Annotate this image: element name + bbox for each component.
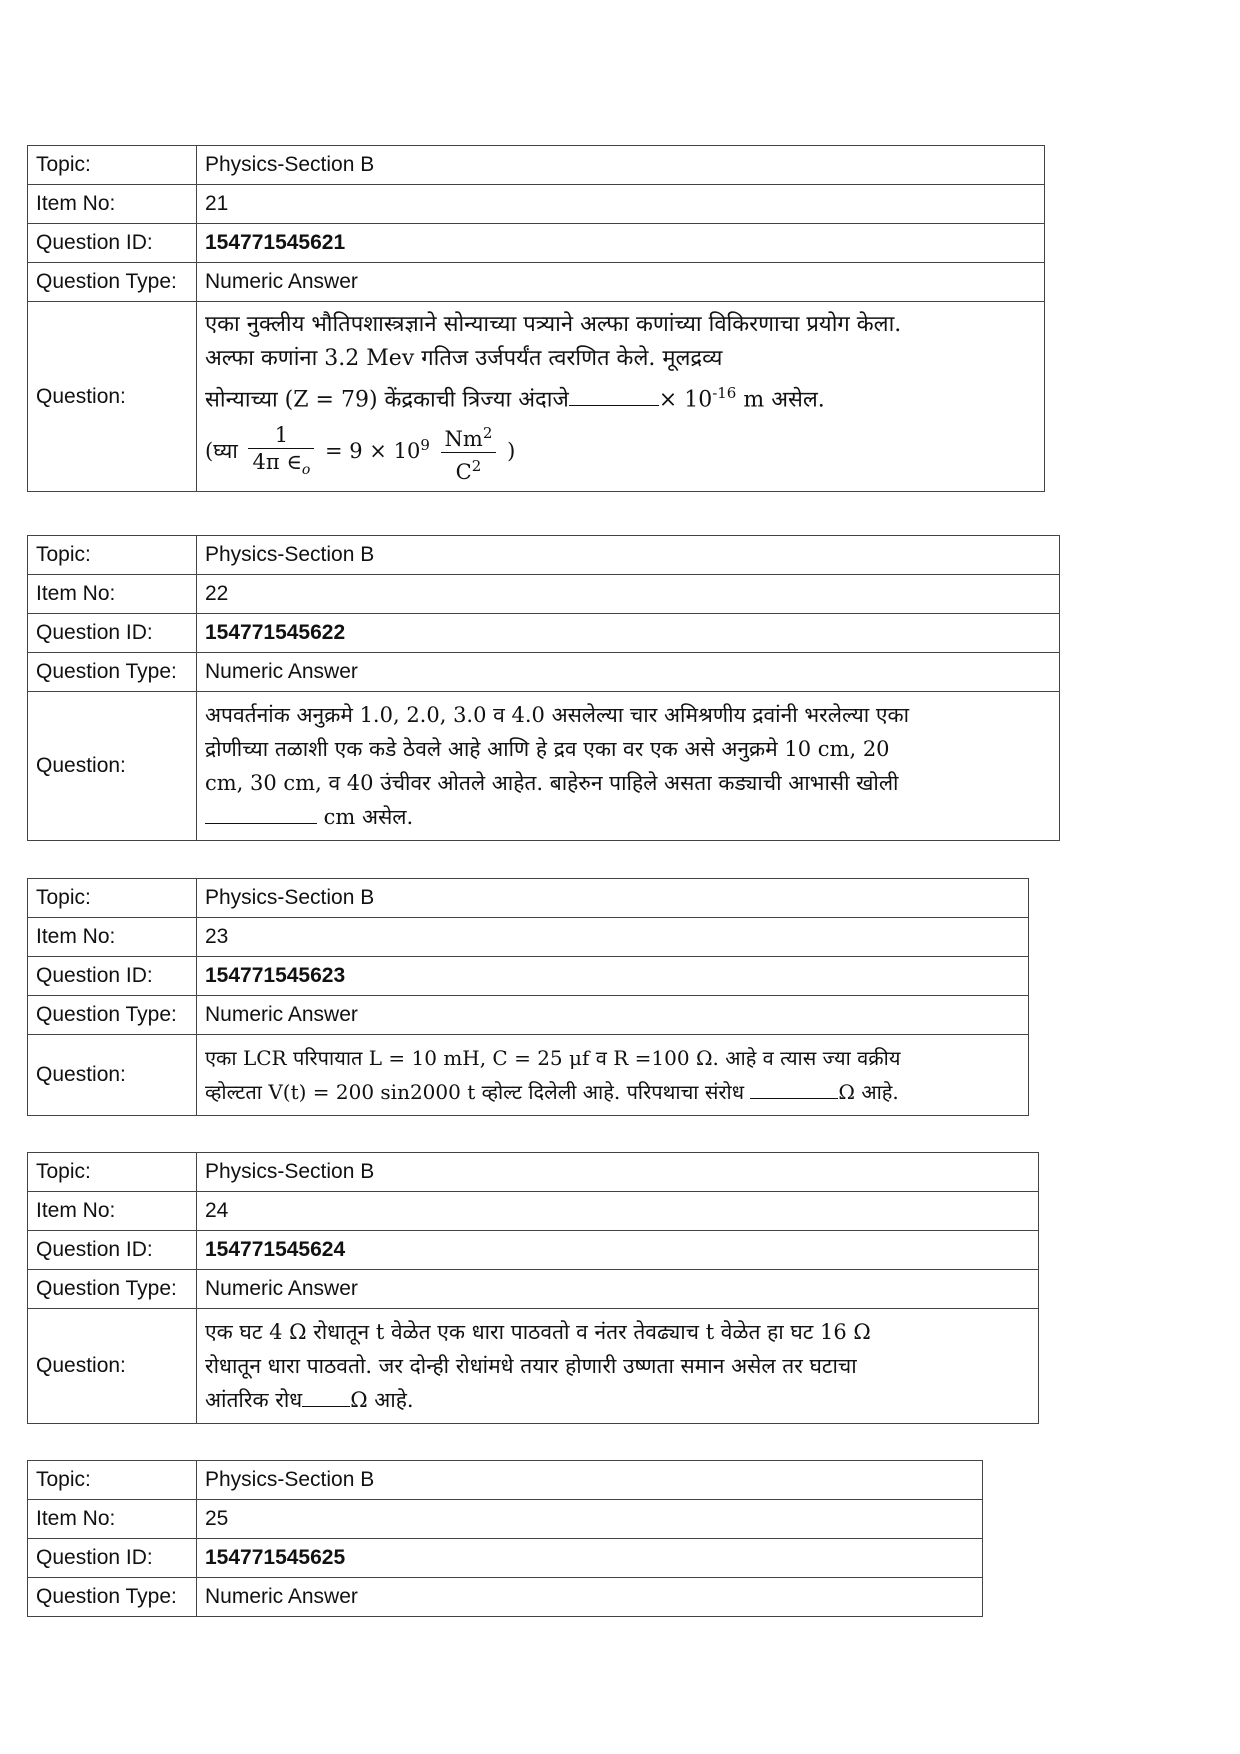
given-prefix: (घ्या bbox=[205, 439, 238, 464]
item-no-value: 23 bbox=[197, 918, 1029, 957]
question-line: अल्फा कणांना 3.2 Mev गतिज उर्जपर्यंत त्वरणित केले. मूलद्रव्य bbox=[205, 346, 723, 371]
question-id-value: 154771545622 bbox=[197, 614, 1060, 653]
question-line: एक घट 4 Ω रोधातून t वेळेत एक धारा पाठवतो व नंतर तेवढ्याच t वेळेत हा घट 16 Ω bbox=[205, 1320, 871, 1344]
question-text bbox=[197, 1035, 1029, 1116]
question-type-value: Numeric Answer bbox=[197, 1270, 1039, 1309]
item-no-label: Item No: bbox=[28, 185, 197, 224]
denominator-text: C bbox=[455, 460, 472, 485]
question-type-label: Question Type: bbox=[28, 263, 197, 302]
answer-blank bbox=[750, 1076, 838, 1099]
question-text-segment: Ω आहे. bbox=[350, 1388, 414, 1412]
question-table-24 bbox=[27, 1152, 1039, 1424]
topic-value: Physics-Section B bbox=[197, 536, 1060, 575]
fraction-denominator bbox=[248, 449, 314, 483]
item-no-label: Item No: bbox=[28, 918, 197, 957]
question-table-22 bbox=[27, 535, 1060, 841]
topic-value: Physics-Section B bbox=[197, 1153, 1039, 1192]
question-line bbox=[205, 1075, 1020, 1109]
question-text bbox=[197, 302, 1045, 492]
numerator-text: Nm bbox=[444, 427, 483, 452]
question-table-25 bbox=[27, 1460, 983, 1617]
question-text-segment: cm असेल. bbox=[317, 805, 414, 829]
question-line: cm, 30 cm, व 40 उंचीवर ओतले आहेत. बाहेरुन पाहिले असता कड्याची आभासी खोली bbox=[205, 771, 899, 795]
question-text-segment: व्होल्टता V(t) = 200 sin2000 t व्होल्ट दिलेली आहे. परिपथाचा संरोध bbox=[205, 1080, 751, 1104]
question-text-segment: आंतरिक रोध bbox=[205, 1388, 303, 1412]
question-table-23 bbox=[27, 878, 1029, 1116]
item-no-value: 22 bbox=[197, 575, 1060, 614]
question-line: अपवर्तनांक अनुक्रमे 1.0, 2.0, 3.0 व 4.0 असलेल्या चार अमिश्रणीय द्रवांनी भरलेल्या एका bbox=[205, 703, 910, 727]
question-id-label: Question ID: bbox=[28, 957, 197, 996]
question-text bbox=[197, 692, 1060, 841]
fraction-denominator bbox=[441, 453, 497, 485]
question-type-value: Numeric Answer bbox=[197, 263, 1045, 302]
fraction-numerator bbox=[441, 420, 497, 453]
question-text-segment: सोन्याच्या (Z = 79) केंद्रकाची त्रिज्या अंदाजे bbox=[205, 387, 569, 413]
item-no-value: 21 bbox=[197, 185, 1045, 224]
question-type-label: Question Type: bbox=[28, 1270, 197, 1309]
question-id-label: Question ID: bbox=[28, 1231, 197, 1270]
item-no-value: 24 bbox=[197, 1192, 1039, 1231]
topic-value: Physics-Section B bbox=[197, 146, 1045, 185]
answer-blank bbox=[205, 801, 317, 824]
exponent: -16 bbox=[712, 384, 737, 402]
equation-text: = 9 × 10 bbox=[325, 439, 421, 464]
exponent: 9 bbox=[420, 436, 430, 455]
question-type-label: Question Type: bbox=[28, 1578, 197, 1617]
question-line: द्रोणीच्या तळाशी एक कडे ठेवले आहे आणि हे द्रव एका वर एक असे अनुक्रमे 10 cm, 20 bbox=[205, 737, 890, 761]
question-line bbox=[205, 1383, 1030, 1417]
question-label: Question: bbox=[28, 302, 197, 492]
question-text-segment: m असेल. bbox=[736, 387, 825, 413]
question-id-value: 154771545625 bbox=[197, 1539, 983, 1578]
subscript: o bbox=[301, 462, 311, 479]
item-no-label: Item No: bbox=[28, 575, 197, 614]
question-text-segment: × 10 bbox=[658, 387, 713, 413]
question-id-label: Question ID: bbox=[28, 614, 197, 653]
fraction-units bbox=[441, 420, 497, 485]
item-no-label: Item No: bbox=[28, 1500, 197, 1539]
question-type-value: Numeric Answer bbox=[197, 653, 1060, 692]
exponent: 2 bbox=[471, 457, 482, 476]
topic-value: Physics-Section B bbox=[197, 1461, 983, 1500]
topic-label: Topic: bbox=[28, 1153, 197, 1192]
question-line bbox=[205, 376, 1036, 417]
question-label: Question: bbox=[28, 1035, 197, 1116]
question-id-label: Question ID: bbox=[28, 1539, 197, 1578]
question-type-label: Question Type: bbox=[28, 996, 197, 1035]
question-type-value: Numeric Answer bbox=[197, 1578, 983, 1617]
question-id-label: Question ID: bbox=[28, 224, 197, 263]
given-suffix: ) bbox=[507, 439, 516, 464]
question-line: रोधातून धारा पाठवतो. जर दोन्ही रोधांमधे तयार होणारी उष्णता समान असेल तर घटाचा bbox=[205, 1354, 857, 1378]
answer-blank bbox=[302, 1384, 350, 1407]
question-label: Question: bbox=[28, 692, 197, 841]
question-text-segment: Ω आहे. bbox=[838, 1080, 899, 1104]
denominator-text: 4π ∈ bbox=[252, 450, 302, 475]
answer-blank bbox=[569, 383, 659, 406]
item-no-value: 25 bbox=[197, 1500, 983, 1539]
exponent: 2 bbox=[482, 424, 493, 443]
item-no-label: Item No: bbox=[28, 1192, 197, 1231]
question-line bbox=[205, 800, 1051, 834]
question-label: Question: bbox=[28, 1309, 197, 1424]
question-id-value: 154771545621 bbox=[197, 224, 1045, 263]
topic-value: Physics-Section B bbox=[197, 879, 1029, 918]
question-type-value: Numeric Answer bbox=[197, 996, 1029, 1035]
question-id-value: 154771545623 bbox=[197, 957, 1029, 996]
topic-label: Topic: bbox=[28, 146, 197, 185]
given-constant bbox=[205, 417, 1036, 485]
question-text bbox=[197, 1309, 1039, 1424]
question-id-value: 154771545624 bbox=[197, 1231, 1039, 1270]
question-line: एका LCR परिपायात L = 10 mH, C = 25 μf व R =100 Ω. आहे व त्यास ज्या वक्रीय bbox=[205, 1046, 901, 1070]
question-type-label: Question Type: bbox=[28, 653, 197, 692]
topic-label: Topic: bbox=[28, 536, 197, 575]
question-line: एका नुक्लीय भौतिपशास्त्रज्ञाने सोन्याच्या पत्र्याने अल्फा कणांच्या विकिरणाचा प्रयोग केला. bbox=[205, 312, 902, 337]
fraction-coulomb bbox=[248, 422, 314, 483]
question-table-21 bbox=[27, 145, 1045, 492]
topic-label: Topic: bbox=[28, 1461, 197, 1500]
topic-label: Topic: bbox=[28, 879, 197, 918]
fraction-numerator: 1 bbox=[248, 422, 314, 449]
